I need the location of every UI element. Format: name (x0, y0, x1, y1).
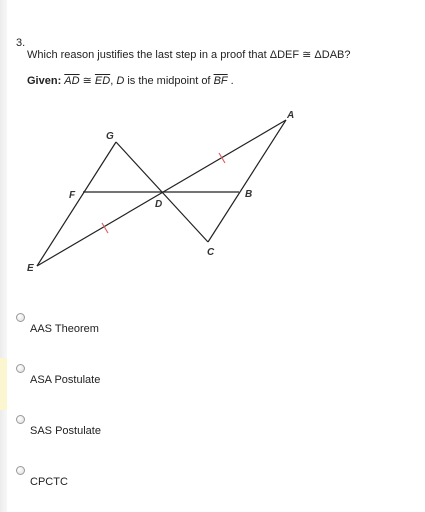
segment-bf: $\overline{BF}$ (213, 75, 228, 87)
label-a: A (287, 110, 295, 121)
segment-ad: $\overline{AD}$ (64, 75, 80, 87)
label-c: C (207, 247, 215, 258)
congruent-symbol: ≅ (79, 75, 95, 87)
label-b: B (245, 189, 253, 200)
option-label-cpctc[interactable]: CPCTC (30, 476, 68, 488)
given-comma: , (110, 75, 117, 87)
option-label-sas[interactable]: SAS Postulate (30, 425, 101, 437)
given-midpoint-text: is the midpoint of (124, 75, 214, 87)
segment-ca (208, 120, 286, 242)
label-d: D (155, 199, 163, 210)
radio-sas[interactable] (16, 415, 25, 424)
option-label-aas[interactable]: AAS Theorem (30, 323, 99, 335)
segment-ed: $\overline{ED}$ (94, 75, 111, 87)
given-label: Given: (27, 75, 62, 87)
question-text: Which reason justifies the last step in a proof that ΔDEF ≅ ΔDAB? (27, 49, 351, 61)
given-period: . (227, 75, 234, 87)
label-f: F (69, 190, 76, 201)
label-g: G (106, 131, 114, 142)
tick-ad (219, 153, 225, 163)
segment-eg (37, 142, 116, 266)
question-number: 3. (16, 37, 26, 49)
radio-aas[interactable] (16, 313, 25, 322)
option-label-asa[interactable]: ASA Postulate (30, 374, 101, 386)
label-e: E (27, 263, 34, 274)
radio-asa[interactable] (16, 364, 25, 373)
selected-option-highlight (0, 358, 7, 410)
point-d: D (116, 75, 125, 87)
radio-cpctc[interactable] (16, 466, 25, 475)
